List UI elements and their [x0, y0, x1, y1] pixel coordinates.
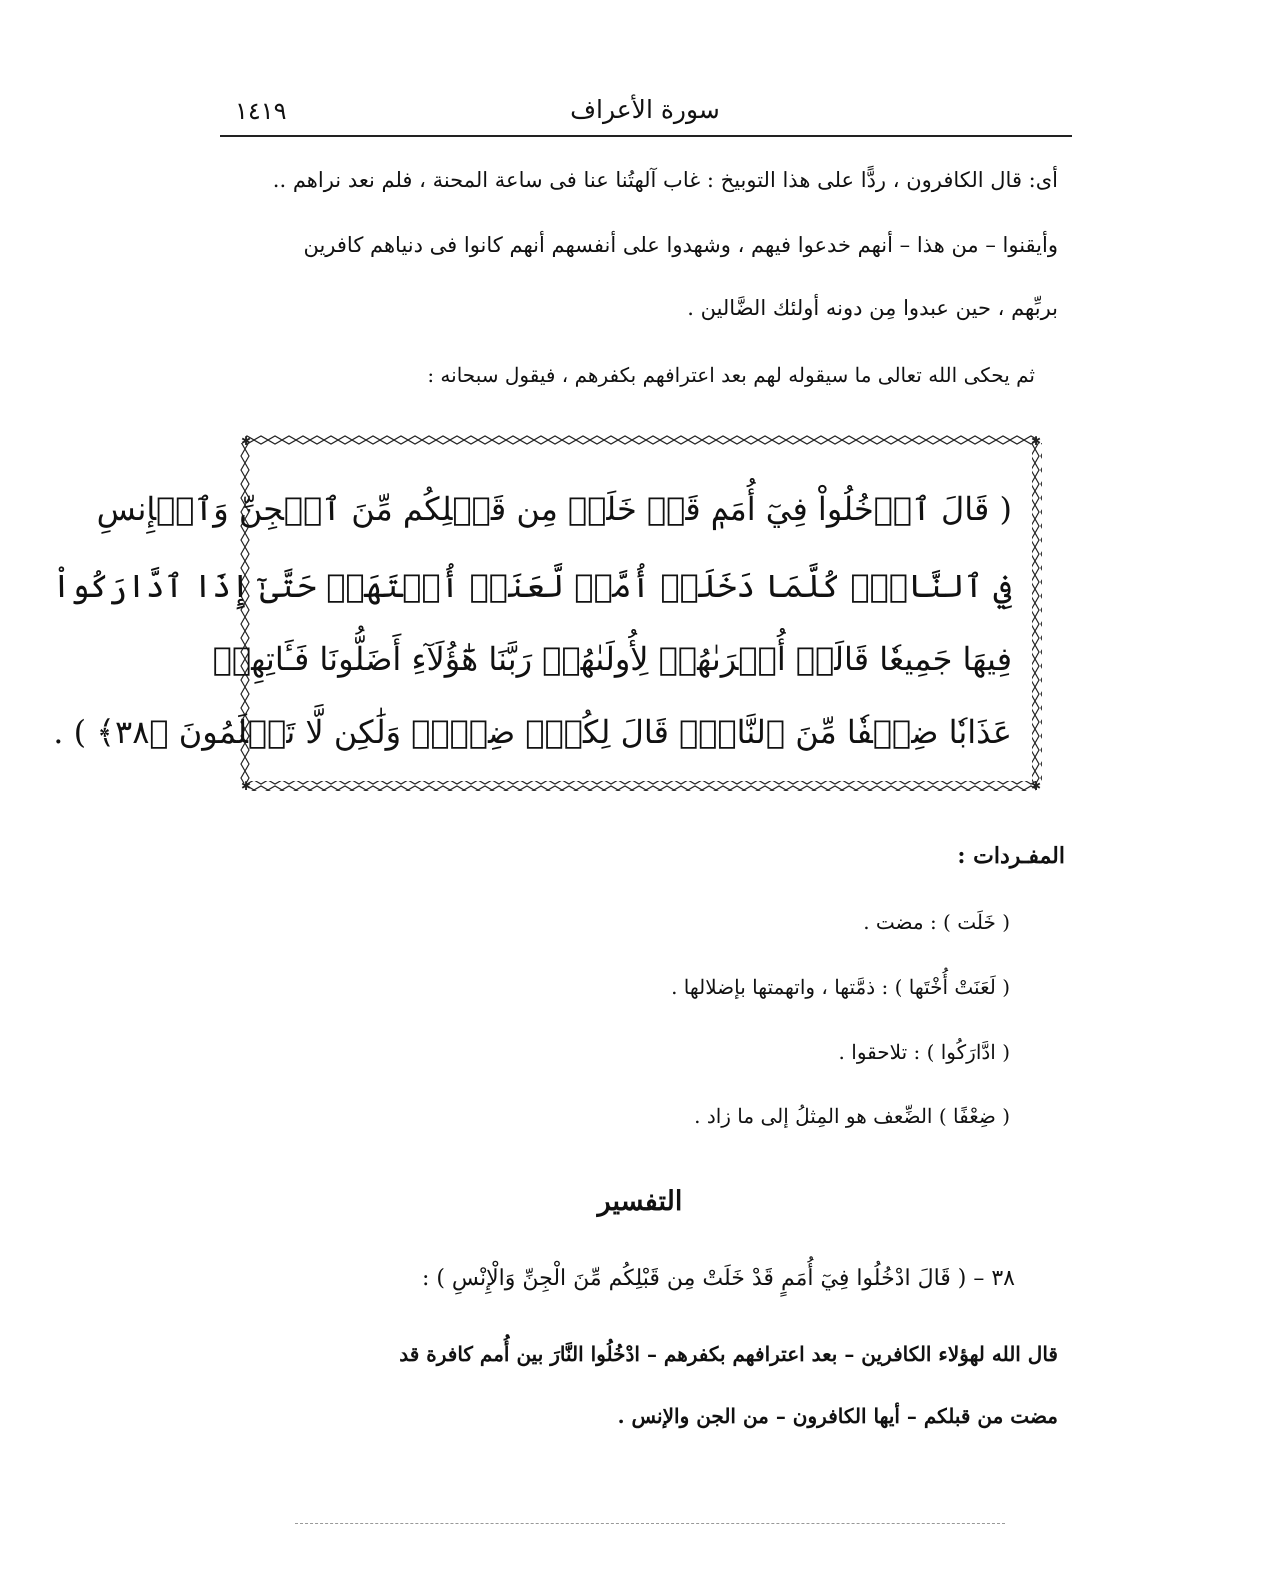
header-rule — [220, 135, 1072, 137]
footer-rule — [295, 1523, 1005, 1525]
svg-text:✱: ✱ — [241, 435, 252, 448]
tafsir-verse-reference: ٣٨ – ( قَالَ ادْخُلُوا فِيٓ أُمَمٍ قَدْ خَلَتْ مِن قَبْلِكُم مِّنَ الْجِنِّ وَالْإِنْسِ ) : — [421, 1266, 1015, 1291]
tafsir-line: قال الله لهؤلاء الكافرين – بعد اعترافهم بكفرهم – ادْخُلُوا النَّارَ بين أُمم كافرة قد — [399, 1342, 1058, 1366]
tafsir-line: مضت من قبلكم – أيها الكافرون – من الجن والإنس . — [617, 1404, 1058, 1428]
vocabulary-item: ( ضِعْفًا ) الضِّعف هو المِثلُ إلى ما زاد . — [694, 1104, 1010, 1128]
commentary-line: أى: قال الكافرون ، ردًّا على هذا التوبيخ : غاب آلهتُنا عنا فى ساعة المحنة ، فلم نعد نراهم .. — [272, 168, 1058, 192]
svg-text:✱: ✱ — [241, 779, 252, 791]
verse-line: فِي ٱلنَّارِۖ كُلَّمَا دَخَلَتۡ أُمَّةٞ لَّعَنَتۡ أُخۡتَهَاۖ حَتَّىٰٓ إِذَا ٱدَّارَكُواْ — [52, 567, 1012, 605]
verse-line: عَذَابٗا ضِعۡفٗا مِّنَ ٱلنَّارِۖ قَالَ لِكُلّٖ ضِعۡفٞ وَلَٰكِن لَّا تَعۡلَمُونَ ﴿٣٨﴾ ) . — [53, 713, 1012, 751]
vocabulary-item: ( لَعَنَتْ أُخْتَها ) : ذمَّتها ، واتهمتها بإضلالها . — [671, 975, 1010, 999]
verse-line: ( قَالَ ٱدۡخُلُواْ فِيٓ أُمَمٖ قَدۡ خَلَتۡ مِن قَبۡلِكُم مِّنَ ٱلۡجِنِّ وَٱلۡإِنسِ — [96, 490, 1012, 528]
vocabulary-item: ( ادَّارَكُوا ) : تلاحقوا . — [838, 1040, 1010, 1064]
verse-intro: ثم يحكى الله تعالى ما سيقوله لهم بعد اعترافهم بكفرهم ، فيقول سبحانه : — [427, 363, 1035, 387]
page-number: ١٤١٩ — [235, 97, 287, 125]
verse-frame — [52, 435, 1042, 791]
running-title: سورة الأعراف — [570, 95, 720, 124]
vocabulary-heading: المفـردات : — [957, 843, 1065, 869]
verse-line: فِيهَا جَمِيعٗا قَالَتۡ أُخۡرَىٰهُمۡ لِأُولَىٰهُمۡ رَبَّنَا هَٰٓؤُلَآءِ أَضَلُّونَا فَـَٔاتِهِمۡ — [212, 640, 1012, 678]
tafsir-heading: التفسير — [597, 1186, 683, 1217]
vocabulary-item: ( خَلَت ) : مضت . — [863, 910, 1010, 934]
commentary-line: بربِّهم ، حين عبدوا مِن دونه أولئك الضَّالين . — [687, 296, 1058, 320]
svg-text:✱: ✱ — [1031, 779, 1042, 791]
svg-text:✱: ✱ — [1031, 435, 1042, 448]
commentary-line: وأيقنوا – من هذا – أنهم خدعوا فيهم ، وشهدوا على أنفسهم أنهم كانوا فى دنياهم كافرين — [303, 233, 1058, 257]
